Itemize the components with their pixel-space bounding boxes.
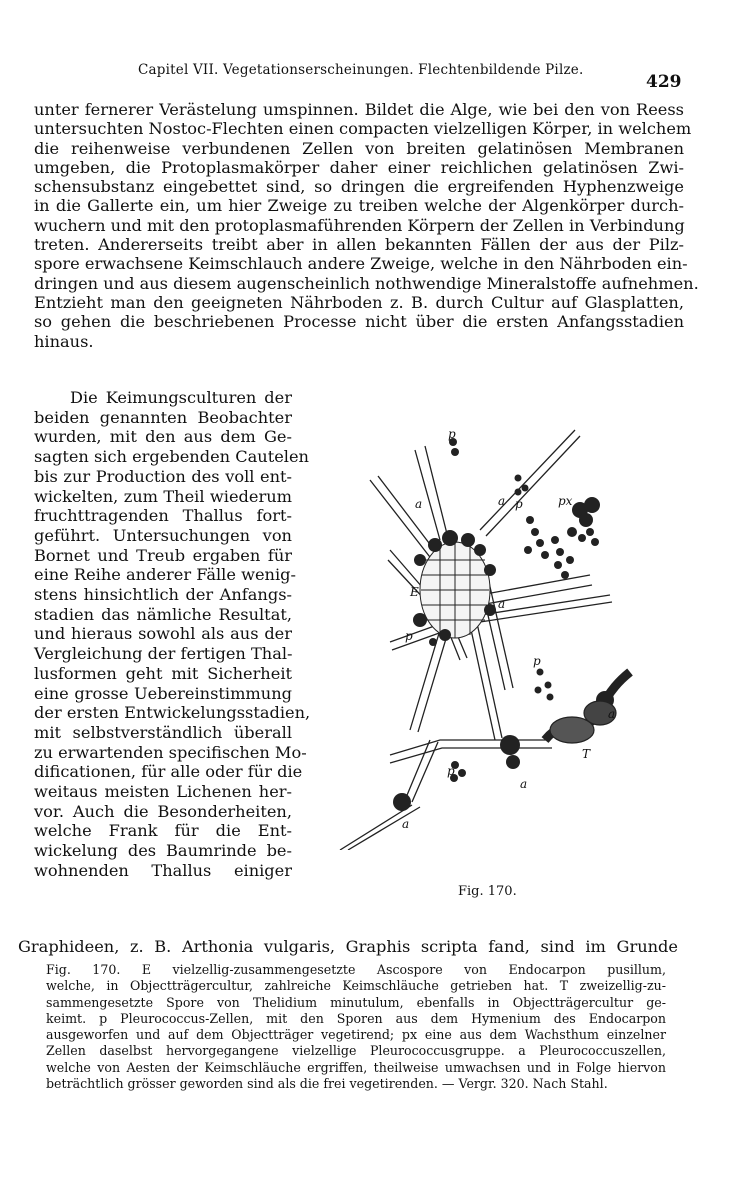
text-line: untersuchten Nostoc-Flechten einen compacten vielzelligen Körper, in welchem	[34, 119, 692, 139]
text-line: fruchttragenden Thallus fort-	[34, 506, 292, 526]
text-line: spore erwachsene Keimschlauch andere Zweige, welche in den Nährboden ein-	[34, 254, 688, 274]
caption-line: ausgeworfen und auf dem Objectträger vegetirend; px eine aus dem Wachsthum einzelner	[46, 1027, 666, 1043]
text-line: beiden genannten Beobachter	[34, 407, 292, 427]
figure-label-p: p	[448, 427, 456, 441]
running-head: Capitel VII. Vegetationserscheinungen. Flechtenbildende Pilze.	[138, 62, 584, 78]
figure-label-a: a	[402, 817, 410, 831]
text-line: stens hinsichtlich der Anfangs-	[34, 585, 292, 605]
text-line: hinaus.	[34, 331, 94, 351]
text-line: mit selbstverständlich überall	[34, 722, 292, 742]
caption-line: welche, in Objectträgercultur, zahlreiche Keimschläuche getrieben hat. T zweizellig-zu-	[46, 978, 666, 994]
caption-line: Fig. 170. E vielzellig-zusammengesetzte Ascospore von Endocarpon pusillum,	[46, 962, 666, 977]
page-number: 429	[646, 72, 682, 92]
text-line: Bornet und Treub ergaben für	[34, 545, 292, 565]
figure-label-a: a	[415, 497, 423, 511]
text-line: in die Gallerte ein, um hier Zweige zu treiben welche der Algenkörper durch-	[34, 196, 684, 216]
text-line: geführt. Untersuchungen von	[34, 525, 292, 545]
text-line: vor. Auch die Besonderheiten,	[34, 801, 292, 821]
body-text-full-width	[34, 100, 699, 351]
text-line: wohnenden Thallus einiger	[34, 860, 292, 880]
text-line: Entzieht man den geeigneten Nährboden z. B. durch Cultur auf Glasplatten,	[34, 292, 684, 312]
caption-line: beträchtlich grösser geworden sind als die frei vegetirenden. — Vergr. 320. Nach Stahl.	[46, 1076, 608, 1092]
figure-label-p: p	[405, 629, 413, 643]
text-line: die reihenweise verbundenen Zellen von breiten gelatinösen Membranen	[34, 138, 684, 158]
text-line: unter fernerer Verästelung umspinnen. Bildet die Alge, wie bei den von Reess	[34, 100, 684, 119]
text-line: der ersten Entwickelungsstadien,	[34, 703, 311, 723]
figure-label-a: a	[498, 494, 506, 508]
figure-label-p: p	[515, 497, 523, 511]
text-line: eine Reihe anderer Fälle wenig-	[34, 565, 296, 585]
text-line: zu erwartenden specifischen Mo-	[34, 742, 307, 762]
text-line: wuchern und mit den protoplasmaführenden Körpern der Zellen in Verbindung	[34, 215, 685, 235]
figure-label-T: T	[582, 747, 591, 761]
figure-label: Fig. 170.	[458, 884, 517, 899]
figure-label-p: p	[447, 764, 455, 778]
figure-label-a: a	[498, 597, 506, 611]
caption-line: Zellen daselbst hervorgegangene vielzellige Pleurococcusgruppe. a Pleurococcuszellen,	[46, 1043, 666, 1059]
figure-170-illustration	[330, 410, 690, 850]
caption-line: keimt. p Pleurococcus-Zellen, mit den Sporen aus dem Hymenium des Endocarpon	[46, 1010, 666, 1026]
text-line: dificationen, für alle oder für die	[34, 762, 303, 782]
text-line: wickelung des Baumrinde be-	[34, 841, 292, 861]
text-line: dringen und aus diesem augenscheinlich nothwendige Mineralstoffe aufnehmen.	[34, 273, 699, 293]
figure-label-a: a	[520, 777, 528, 791]
spore-T	[545, 672, 630, 743]
figure-label-a: a	[608, 707, 616, 721]
hyphae	[340, 430, 612, 850]
text-line: wurden, mit den aus dem Ge-	[34, 427, 292, 447]
text-line: wickelten, zum Theil wiederum	[34, 486, 292, 506]
text-line: umgeben, die Protoplasmakörper daher einer reichlichen gelatinösen Zwi-	[34, 157, 684, 177]
text-line: eine grosse Uebereinstimmung	[34, 683, 292, 703]
text-line: welche Frank für die Ent-	[34, 821, 292, 841]
text-line: treten. Andererseits treibt aber in allen bekannten Fällen der aus der Pilz-	[34, 235, 684, 255]
text-line: sagten sich ergebenden Cautelen	[34, 447, 309, 467]
caption-line: sammengesetzte Spore von Thelidium minutulum, ebenfalls in Objectträgercultur ge-	[46, 994, 666, 1010]
body-text-bottom-line: Graphideen, z. B. Arthonia vulgaris, Graphis scripta fand, sind im Grunde	[18, 937, 678, 956]
figure-label-p: p	[533, 654, 541, 668]
text-line: weitaus meisten Lichenen her-	[34, 782, 292, 802]
text-line: bis zur Production des voll ent-	[34, 466, 292, 486]
figure-label-E: E	[410, 585, 419, 599]
figure-label-px: px	[558, 494, 573, 508]
text-line: Vergleichung der fertigen Thal-	[34, 644, 293, 664]
ascospore-E	[420, 542, 490, 638]
caption-line: welche von Aesten der Keimschläuche ergriffen, theilweise umwachsen und in Folge hiervon	[46, 1059, 666, 1075]
text-line: lusformen geht mit Sicherheit	[34, 663, 292, 683]
text-line: und hieraus sowohl als aus der	[34, 624, 292, 644]
text-line: so gehen die beschriebenen Processe nicht über die ersten Anfangsstadien	[34, 312, 684, 332]
text-line: schensubstanz eingebettet sind, so dringen die ergreifenden Hyphenzweige	[34, 177, 684, 197]
body-text-left-column	[34, 388, 311, 881]
figure-caption	[46, 962, 666, 1092]
text-line: Die Keimungsculturen der	[70, 388, 292, 407]
text-line: stadien das nämliche Resultat,	[34, 604, 292, 624]
